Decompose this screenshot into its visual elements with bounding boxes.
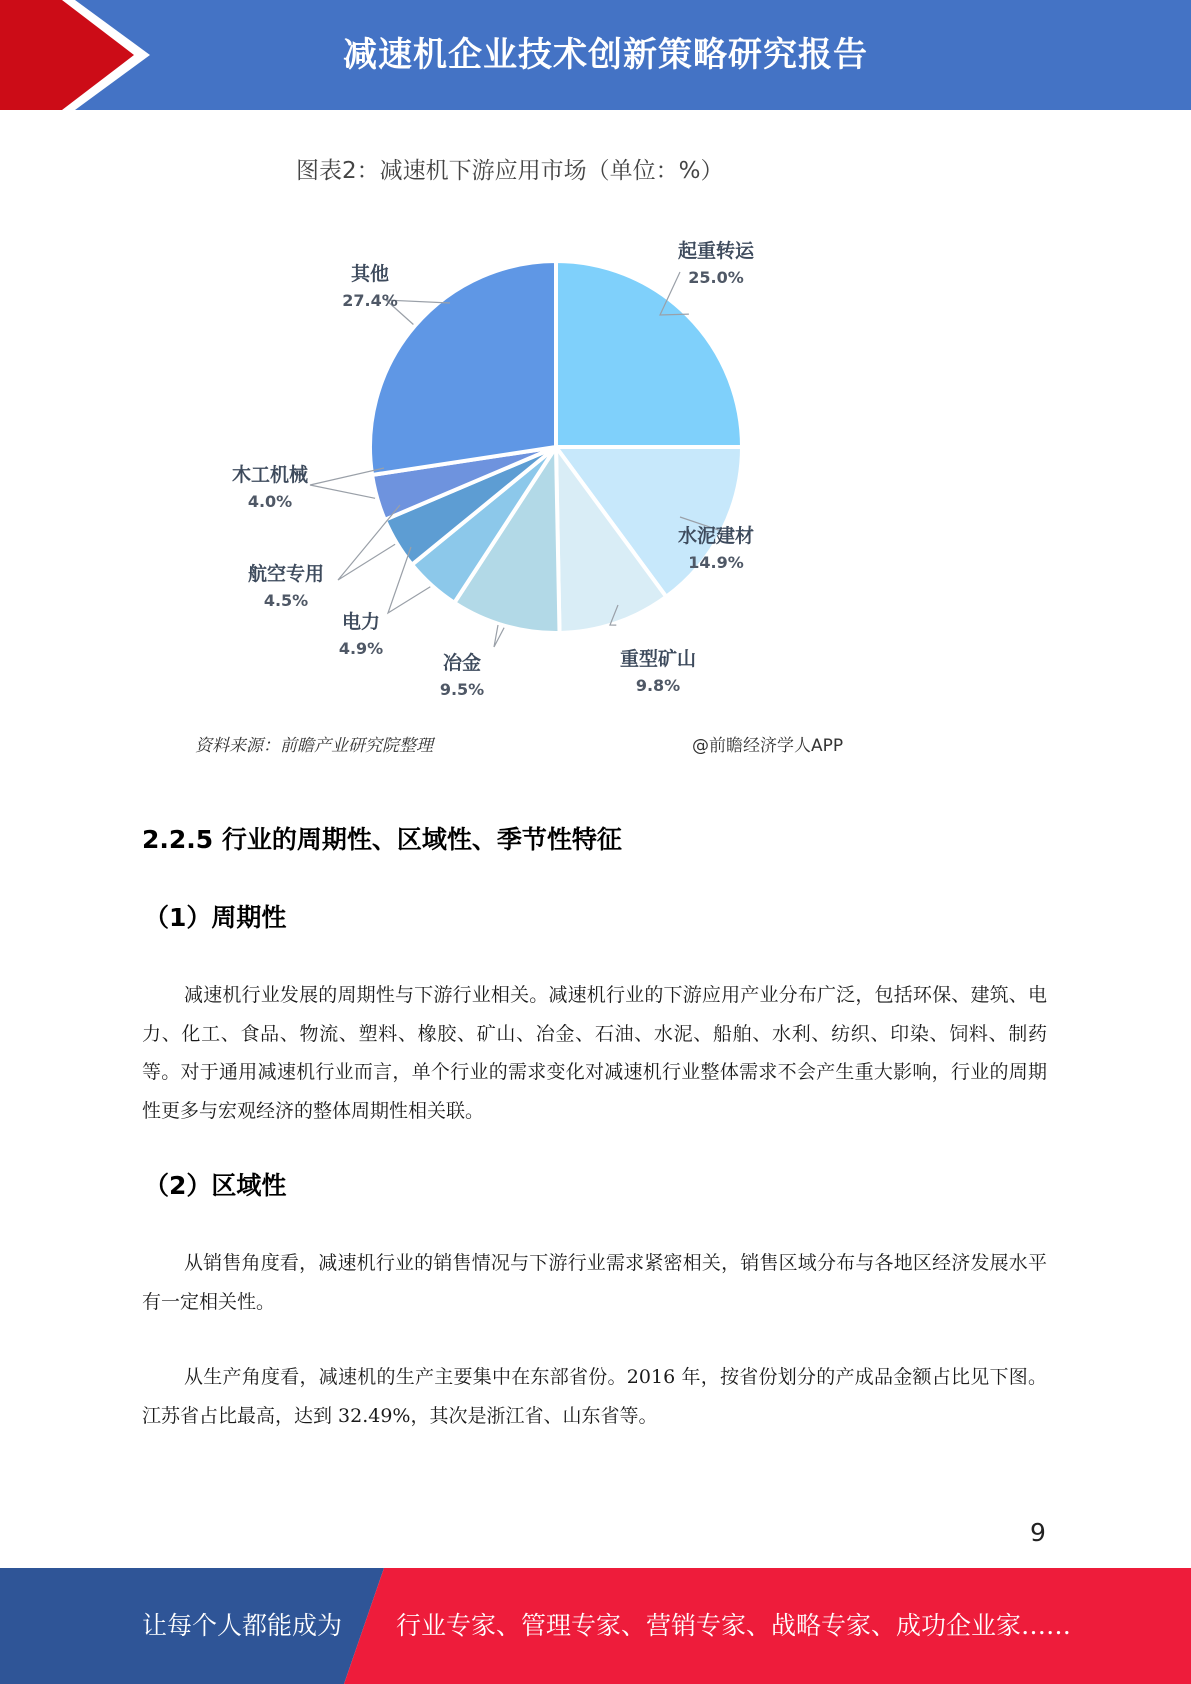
subsection-cyclicality: （1）周期性	[144, 903, 287, 932]
pie-slice	[556, 261, 742, 447]
slice-name-label: 重型矿山	[619, 648, 697, 670]
slice-name-label: 起重转运	[677, 240, 755, 262]
paragraph-sales-region: 从销售角度看，减速机行业的销售情况与下游行业需求紧密相关，销售区域分布与各地区经济发展水平有一定相关性。	[142, 1252, 1047, 1313]
slice-name-label: 水泥建材	[677, 525, 755, 547]
slice-value-label: 14.9%	[688, 553, 744, 572]
figure-title: 图表2：减速机下游应用市场（单位：%）	[296, 158, 724, 184]
figure-credit: @前瞻经济学人APP	[692, 736, 844, 756]
slice-value-label: 4.5%	[263, 591, 309, 610]
pie-chart	[160, 195, 890, 715]
slice-name-label: 其他	[350, 263, 390, 285]
slice-value-label: 9.8%	[635, 676, 681, 695]
subsection-regionality: （2）区域性	[144, 1171, 287, 1200]
slice-value-label: 4.0%	[247, 492, 293, 511]
slice-value-label: 27.4%	[342, 291, 398, 310]
page-number: 9	[1030, 1518, 1046, 1547]
slice-name-label: 冶金	[442, 652, 482, 674]
section-heading: 2.2.5 行业的周期性、区域性、季节性特征	[142, 825, 622, 854]
figure-source: 资料来源：前瞻产业研究院整理	[195, 736, 433, 756]
slice-value-label: 4.9%	[338, 639, 384, 658]
paragraph-cyclicality: 减速机行业发展的周期性与下游行业相关。减速机行业的下游应用产业分布广泛，包括环保、建筑、电力、化工、食品、物流、塑料、橡胶、矿山、冶金、石油、水泥、船舶、水利、纺织、印染、饲料、制药等。对于通用减速机行业而言，单个行业的需求变化对减速机行业整体需求不会产生重大影响，行业的周期性更多与宏观经济的整体周期性相关联。	[142, 984, 1047, 1122]
pie-slice	[370, 261, 556, 475]
slice-name-label: 航空专用	[247, 563, 325, 585]
slice-name-label: 木工机械	[231, 464, 309, 486]
footer-slogan-left: 让每个人都能成为	[142, 1611, 343, 1640]
slice-value-label: 9.5%	[439, 680, 485, 699]
report-title: 减速机企业技术创新策略研究报告	[343, 35, 868, 75]
page-header	[0, 0, 1191, 110]
page-footer	[0, 1568, 1191, 1684]
slice-name-label: 电力	[341, 611, 381, 633]
leader-line	[338, 505, 400, 580]
leader-line	[494, 625, 504, 647]
paragraph-production-region: 从生产角度看，减速机的生产主要集中在东部省份。2016 年，按省份划分的产成品金额占比见下图。江苏省占比最高，达到 32.49%，其次是浙江省、山东省等。	[142, 1366, 1047, 1427]
slice-value-label: 25.0%	[688, 268, 744, 287]
footer-slogan-right: 行业专家、管理专家、营销专家、战略专家、成功企业家……	[396, 1611, 1072, 1640]
